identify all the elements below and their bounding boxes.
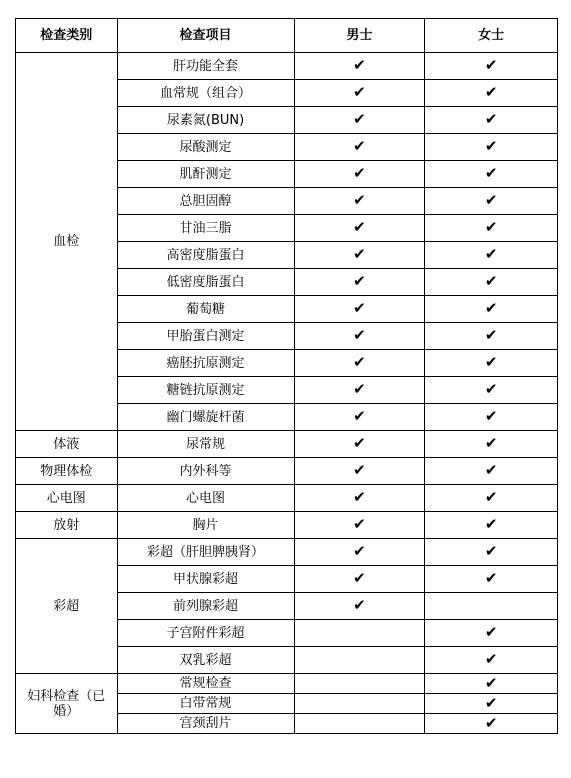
male-cell (294, 539, 425, 566)
check-mark-icon: ✔ (484, 713, 498, 732)
check-mark-icon: ✔ (353, 191, 366, 209)
item-name-cell: 内外科等 (117, 458, 294, 485)
item-name-cell: 低密度脂蛋白 (117, 269, 294, 296)
check-mark-icon: ✔ (484, 693, 498, 712)
female-cell (425, 215, 558, 242)
check-mark-icon: ✔ (484, 650, 498, 668)
header-item: 检查项目 (117, 19, 294, 53)
female-cell (425, 188, 558, 215)
check-mark-icon: ✔ (484, 434, 498, 452)
female-cell (425, 404, 558, 431)
item-name-cell: 葡萄糖 (117, 296, 294, 323)
check-mark-icon: ✔ (353, 461, 366, 479)
item-name-cell: 双乳彩超 (117, 647, 294, 674)
male-cell (294, 161, 425, 188)
header-male: 男士 (294, 19, 425, 53)
item-name-cell: 子宫附件彩超 (117, 620, 294, 647)
table-row (16, 458, 558, 485)
check-mark-icon: ✔ (353, 596, 366, 614)
table-row (16, 512, 558, 539)
check-mark-icon: ✔ (353, 137, 366, 155)
check-mark-icon: ✔ (353, 83, 366, 101)
check-mark-icon: ✔ (353, 245, 366, 263)
table-row (16, 431, 558, 458)
check-mark-icon: ✔ (484, 110, 498, 128)
check-mark-icon: ✔ (353, 110, 366, 128)
male-cell (294, 431, 425, 458)
table-row (16, 539, 558, 566)
check-mark-icon: ✔ (353, 434, 366, 452)
female-cell (425, 161, 558, 188)
check-mark-icon: ✔ (353, 542, 366, 560)
male-cell (294, 593, 425, 620)
item-name-cell: 幽门螺旋杆菌 (117, 404, 294, 431)
female-cell (425, 296, 558, 323)
check-mark-icon: ✔ (484, 623, 498, 641)
check-mark-icon: ✔ (353, 488, 366, 506)
male-cell (294, 694, 425, 714)
item-name-cell: 肝功能全套 (117, 53, 294, 80)
check-mark-icon: ✔ (353, 326, 366, 344)
check-mark-icon: ✔ (484, 164, 498, 182)
item-name-cell: 甘油三脂 (117, 215, 294, 242)
female-cell (425, 674, 558, 694)
male-cell (294, 458, 425, 485)
item-name-cell: 前列腺彩超 (117, 593, 294, 620)
table-header-row (16, 19, 558, 53)
item-name-cell: 宫颈刮片 (117, 714, 294, 734)
check-mark-icon: ✔ (353, 569, 366, 587)
female-cell (425, 620, 558, 647)
item-name-cell: 癌胚抗原测定 (117, 350, 294, 377)
check-mark-icon: ✔ (484, 191, 498, 209)
table-row (16, 53, 558, 80)
check-mark-icon: ✔ (484, 353, 498, 371)
female-cell (425, 377, 558, 404)
male-cell (294, 647, 425, 674)
check-mark-icon: ✔ (484, 380, 498, 398)
item-name-cell: 白带常规 (117, 694, 294, 714)
male-cell (294, 242, 425, 269)
check-mark-icon: ✔ (353, 515, 366, 533)
category-cell: 体液 (16, 431, 118, 458)
check-mark-icon: ✔ (484, 272, 498, 290)
item-name-cell: 总胆固醇 (117, 188, 294, 215)
check-mark-icon: ✔ (484, 569, 498, 587)
female-cell (425, 539, 558, 566)
female-cell (425, 593, 558, 620)
female-cell (425, 431, 558, 458)
item-name-cell: 甲胎蛋白测定 (117, 323, 294, 350)
female-cell (425, 269, 558, 296)
item-name-cell: 甲状腺彩超 (117, 566, 294, 593)
category-cell: 心电图 (16, 485, 118, 512)
male-cell (294, 485, 425, 512)
checkup-table (15, 18, 558, 734)
check-mark-icon: ✔ (484, 673, 498, 692)
female-cell (425, 350, 558, 377)
check-mark-icon: ✔ (484, 515, 498, 533)
male-cell (294, 188, 425, 215)
male-cell (294, 80, 425, 107)
check-mark-icon: ✔ (353, 299, 366, 317)
table-row (16, 674, 558, 694)
male-cell (294, 296, 425, 323)
female-cell (425, 134, 558, 161)
male-cell (294, 714, 425, 734)
category-cell: 物理体检 (16, 458, 118, 485)
female-cell (425, 566, 558, 593)
check-mark-icon: ✔ (353, 407, 366, 425)
check-mark-icon: ✔ (484, 299, 498, 317)
check-mark-icon: ✔ (353, 164, 366, 182)
check-mark-icon: ✔ (484, 137, 498, 155)
check-mark-icon: ✔ (484, 245, 498, 263)
female-cell (425, 323, 558, 350)
check-mark-icon: ✔ (353, 353, 366, 371)
female-cell (425, 458, 558, 485)
category-cell: 血检 (16, 53, 118, 431)
female-cell (425, 107, 558, 134)
male-cell (294, 377, 425, 404)
male-cell (294, 512, 425, 539)
check-mark-icon: ✔ (484, 488, 498, 506)
item-name-cell: 尿酸测定 (117, 134, 294, 161)
header-category: 检查类别 (16, 19, 118, 53)
header-female: 女士 (425, 19, 558, 53)
check-mark-icon: ✔ (353, 218, 366, 236)
male-cell (294, 107, 425, 134)
male-cell (294, 53, 425, 80)
item-name-cell: 肌酐测定 (117, 161, 294, 188)
female-cell (425, 512, 558, 539)
item-name-cell: 尿常规 (117, 431, 294, 458)
male-cell (294, 269, 425, 296)
check-mark-icon: ✔ (484, 56, 498, 74)
table-row (16, 485, 558, 512)
category-cell: 妇科检查（已婚） (16, 674, 118, 734)
male-cell (294, 620, 425, 647)
check-mark-icon: ✔ (484, 542, 498, 560)
item-name-cell: 常规检查 (117, 674, 294, 694)
check-mark-icon: ✔ (353, 56, 366, 74)
check-mark-icon: ✔ (353, 380, 366, 398)
male-cell (294, 566, 425, 593)
item-name-cell: 心电图 (117, 485, 294, 512)
category-cell: 放射 (16, 512, 118, 539)
female-cell (425, 80, 558, 107)
female-cell (425, 714, 558, 734)
item-name-cell: 糖链抗原测定 (117, 377, 294, 404)
check-mark-icon: ✔ (484, 461, 498, 479)
male-cell (294, 350, 425, 377)
category-cell: 彩超 (16, 539, 118, 674)
female-cell (425, 647, 558, 674)
item-name-cell: 血常规（组合） (117, 80, 294, 107)
male-cell (294, 674, 425, 694)
item-name-cell: 高密度脂蛋白 (117, 242, 294, 269)
check-mark-icon: ✔ (484, 83, 498, 101)
item-name-cell: 尿素氮(BUN) (117, 107, 294, 134)
check-mark-icon: ✔ (484, 326, 498, 344)
check-mark-icon: ✔ (484, 218, 498, 236)
check-mark-icon: ✔ (484, 407, 498, 425)
item-name-cell: 胸片 (117, 512, 294, 539)
female-cell (425, 694, 558, 714)
check-mark-icon: ✔ (353, 272, 366, 290)
item-name-cell: 彩超（肝胆脾胰肾） (117, 539, 294, 566)
female-cell (425, 485, 558, 512)
table-body (16, 53, 558, 734)
male-cell (294, 215, 425, 242)
male-cell (294, 134, 425, 161)
female-cell (425, 53, 558, 80)
checkup-table-container (15, 18, 558, 734)
female-cell (425, 242, 558, 269)
male-cell (294, 404, 425, 431)
male-cell (294, 323, 425, 350)
